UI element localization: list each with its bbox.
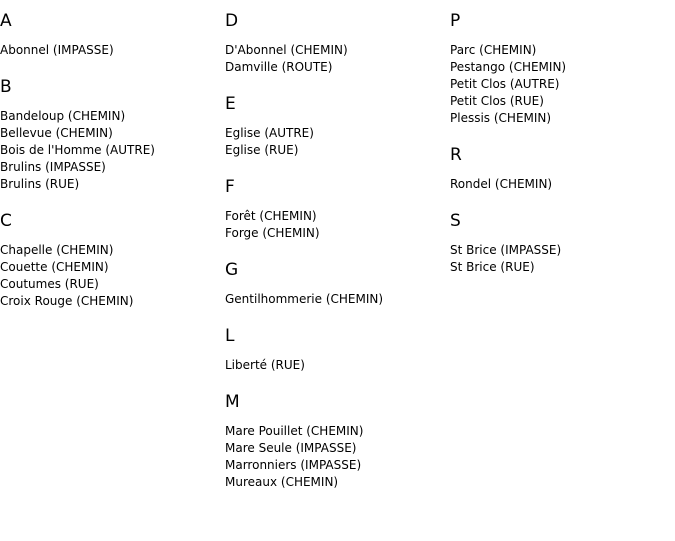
letter-group	[225, 93, 450, 159]
street-list	[225, 357, 450, 374]
street-item[interactable]: Forge (CHEMIN)	[225, 226, 320, 240]
letter-heading: L	[225, 326, 235, 346]
letter-heading: S	[450, 211, 461, 231]
street-item[interactable]: Brulins (RUE)	[0, 177, 80, 191]
street-list	[225, 125, 450, 159]
letter-heading: E	[225, 94, 236, 114]
street-item[interactable]: Forêt (CHEMIN)	[225, 209, 317, 223]
letter-heading: G	[225, 260, 239, 280]
street-item[interactable]: Couette (CHEMIN)	[0, 260, 109, 274]
street-item[interactable]: Parc (CHEMIN)	[450, 43, 537, 57]
street-item[interactable]: Bellevue (CHEMIN)	[0, 126, 113, 140]
letter-group	[0, 210, 225, 310]
street-item[interactable]: Petit Clos (AUTRE)	[450, 77, 560, 91]
street-item[interactable]: Croix Rouge (CHEMIN)	[0, 294, 134, 308]
letter-group	[450, 10, 675, 127]
letter-heading: P	[450, 11, 461, 31]
letter-heading: C	[0, 211, 12, 231]
street-item[interactable]: Eglise (AUTRE)	[225, 126, 314, 140]
street-item[interactable]: Brulins (IMPASSE)	[0, 160, 106, 174]
street-item[interactable]: Gentilhommerie (CHEMIN)	[225, 292, 384, 306]
street-item[interactable]: Pestango (CHEMIN)	[450, 60, 567, 74]
letter-heading: D	[225, 11, 239, 31]
street-list	[0, 108, 225, 193]
street-item[interactable]: Marronniers (IMPASSE)	[225, 458, 362, 472]
street-item[interactable]: Rondel (CHEMIN)	[450, 177, 553, 191]
letter-group	[0, 10, 225, 59]
street-list	[0, 242, 225, 310]
street-list	[225, 208, 450, 242]
street-list	[225, 291, 450, 308]
street-list	[450, 42, 675, 127]
street-item[interactable]: Bois de l'Homme (AUTRE)	[0, 143, 155, 157]
letter-group	[225, 325, 450, 374]
street-list	[225, 423, 450, 491]
street-item[interactable]: Coutumes (RUE)	[0, 277, 99, 291]
letter-group	[450, 144, 675, 193]
street-item[interactable]: Liberté (RUE)	[225, 358, 305, 372]
street-item[interactable]: Chapelle (CHEMIN)	[0, 243, 114, 257]
letter-heading: A	[0, 11, 12, 31]
street-column	[225, 10, 450, 508]
letter-heading: F	[225, 177, 235, 197]
street-item[interactable]: Mare Seule (IMPASSE)	[225, 441, 357, 455]
letter-group	[450, 210, 675, 276]
street-item[interactable]: St Brice (RUE)	[450, 260, 535, 274]
letter-group	[225, 391, 450, 491]
street-item[interactable]: Mureaux (CHEMIN)	[225, 475, 339, 489]
street-item[interactable]: Abonnel (IMPASSE)	[0, 43, 114, 57]
street-item[interactable]: Damville (ROUTE)	[225, 60, 333, 74]
street-item[interactable]: Plessis (CHEMIN)	[450, 111, 552, 125]
street-item[interactable]: Petit Clos (RUE)	[450, 94, 544, 108]
street-column	[0, 10, 225, 327]
street-item[interactable]: Bandeloup (CHEMIN)	[0, 109, 126, 123]
street-item[interactable]: St Brice (IMPASSE)	[450, 243, 562, 257]
letter-group	[225, 259, 450, 308]
letter-group	[225, 176, 450, 242]
street-item[interactable]: Mare Pouillet (CHEMIN)	[225, 424, 364, 438]
street-item[interactable]: Eglise (RUE)	[225, 143, 299, 157]
street-list	[450, 242, 675, 276]
street-list	[0, 42, 225, 59]
letter-group	[0, 76, 225, 193]
letter-heading: B	[0, 77, 12, 97]
street-list	[225, 42, 450, 76]
street-item[interactable]: D'Abonnel (CHEMIN)	[225, 43, 348, 57]
letter-heading: R	[450, 145, 462, 165]
letter-heading: M	[225, 392, 240, 412]
letter-group	[225, 10, 450, 76]
street-column	[450, 10, 675, 293]
street-list	[450, 176, 675, 193]
